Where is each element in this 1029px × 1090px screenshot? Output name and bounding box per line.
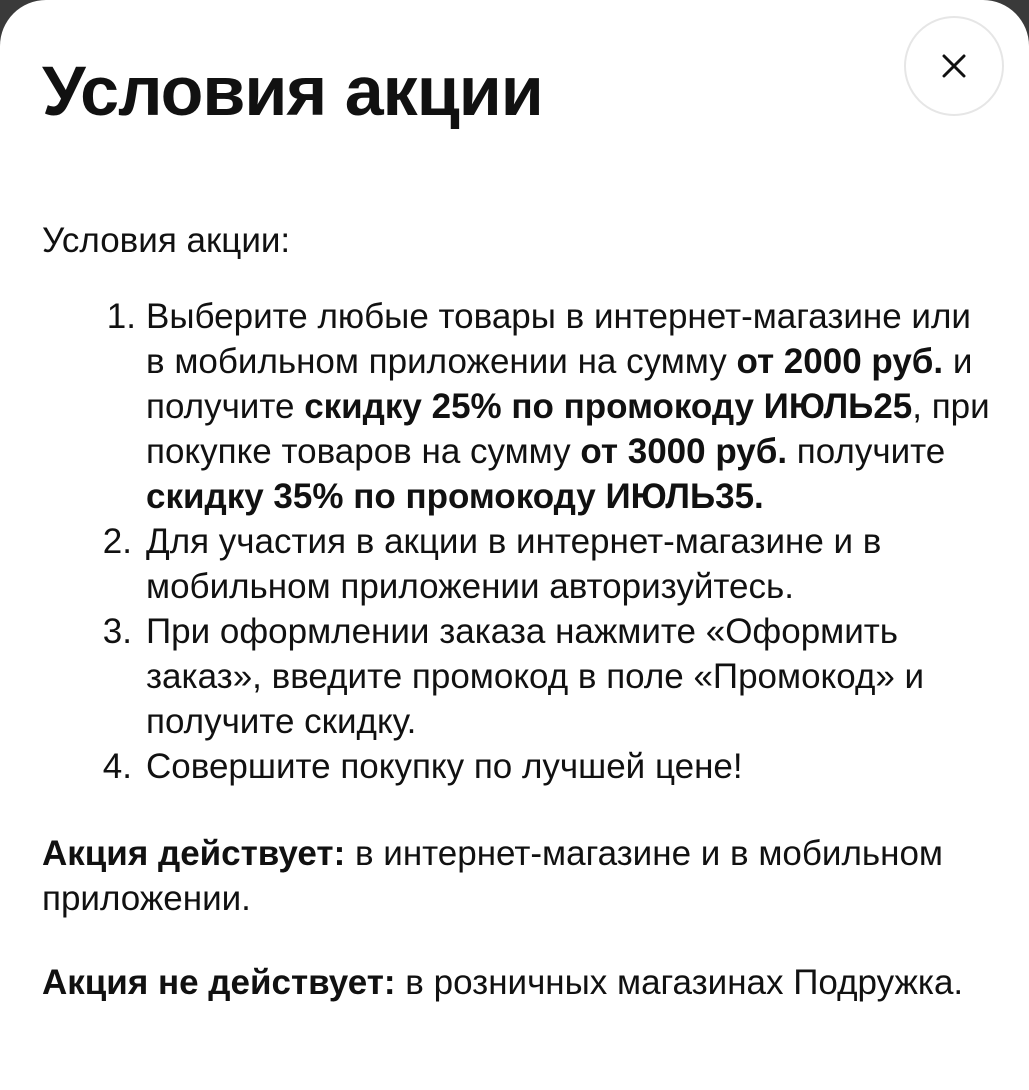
step-number: 2. bbox=[102, 522, 132, 561]
step-number: 4. bbox=[102, 747, 132, 786]
close-button[interactable] bbox=[904, 16, 1004, 116]
list-item bbox=[102, 744, 992, 789]
promo-code-35: скидку 35% по промокоду ИЮЛЬ35. bbox=[146, 477, 764, 516]
conditions-steps-list bbox=[42, 294, 992, 789]
step-text: Совершите покупку по лучшей цене! bbox=[146, 747, 743, 786]
promo-valid-label: Акция действует: bbox=[42, 834, 346, 873]
step-text: получите bbox=[787, 432, 946, 471]
promo-invalid-label: Акция не действует: bbox=[42, 963, 396, 1002]
conditions-content bbox=[42, 218, 992, 1005]
close-icon bbox=[942, 54, 966, 78]
promo-code-25: скидку 25% по промокоду ИЮЛЬ25 bbox=[304, 387, 913, 426]
step-text: При оформлении заказа нажмите «Оформить заказ», введите промокод в поле «Промокод» и получите скидку. bbox=[146, 612, 925, 741]
promo-invalid-text: в розничных магазинах Подружка. bbox=[395, 963, 964, 1002]
list-item bbox=[106, 294, 992, 519]
conditions-heading: Условия акции: bbox=[42, 221, 291, 260]
step-text: Выберите любые товары в интернет-магазине или в мобильном приложении на сумму bbox=[146, 297, 971, 381]
step-text: Для участия в акции в интернет-магазине и в мобильном приложении авторизуйтесь. bbox=[146, 522, 882, 606]
step-text: и получите bbox=[146, 342, 973, 426]
promo-valid-text: в интернет-магазине и в мобильном приложении. bbox=[42, 834, 943, 918]
list-item bbox=[102, 519, 992, 609]
list-item bbox=[102, 609, 992, 744]
step-number: 1. bbox=[106, 297, 136, 336]
promo-valid-info bbox=[42, 831, 992, 921]
step-text: , при покупке товаров на сумму bbox=[146, 387, 990, 471]
modal-title: Условия акции bbox=[42, 52, 543, 130]
min-sum-2000: от 2000 руб. bbox=[736, 342, 944, 381]
promo-invalid-info bbox=[42, 960, 992, 1005]
step-number: 3. bbox=[102, 612, 132, 651]
min-sum-3000: от 3000 руб. bbox=[580, 432, 788, 471]
